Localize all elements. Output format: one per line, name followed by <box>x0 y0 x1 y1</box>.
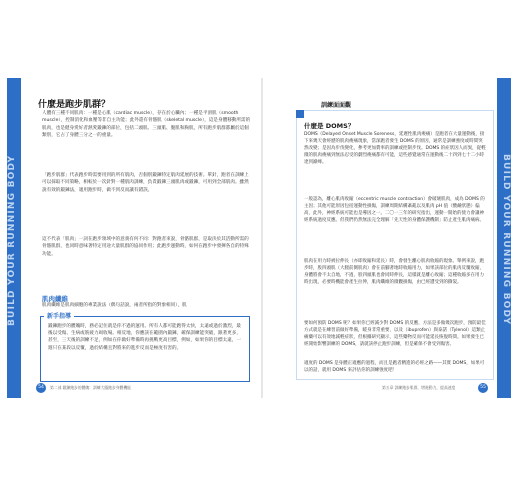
left-side-text: BUILD YOUR RUNNING BODY <box>7 154 17 326</box>
training-box-label: 訓練面面觀 <box>318 100 354 109</box>
right-paragraph-3: 肌肉在用力時被拉伸長（亦即收縮和延長）時，會發生離心肌肉收縮的現象。舉例來說，跑步時，股四頭肌（大腿前側肌肉）會在前腳著地時收縮用力，如果該部位的肌肉反覆收縮，身體將會不太自地，不過，股四頭肌也會同時伸長，這樣就是離心收縮；這種收縮多在用力時出現，必要時機能會產生拉伸，肌肉纖維的微觀損傷，由已經遭受到的撕裂。 <box>304 259 484 286</box>
left-paragraph-1: 人體有三種不同肌肉：一種是心肌（cardiac muscle），存在於心臟內；一種是平滑肌（smooth muscle），控制消化和血壓等非自主功能；此外還有骨骼肌（skeletal muscle），這是身體移動所需的肌肉，也是健身愛好者熱愛鍛鍊的部位，包括二頭肌、三頭肌、腹肌和胸肌，所有跑步肌群都屬於這個類別，它占了身體三分之一的重量。 <box>42 111 251 139</box>
right-page-title: 什麼是 DOMS？ <box>304 122 355 130</box>
left-footer: 第二部 鍛鍊跑步的體魄：訓練大腦跑步身體機能 <box>50 385 131 390</box>
right-side-text: BUILD YOUR RUNNING BODY <box>501 154 511 326</box>
left-page-number: 54 <box>36 383 46 393</box>
tip-label: 新手指導 <box>44 311 74 320</box>
right-page-number: 55 <box>478 383 488 393</box>
right-paragraph-1: DOMS（Delayed Onset Muscle Soreness，延遲性肌肉痠痛）是跑者在大量運動後，接下來幾天會經歷的肌肉痠痛現象，當深跑者發生 DOMS 的原因，通常是訓練強度或時間突然改變；是因為步伐變化，參考更加費率的訓練或控制步伐。DOMS 的症狀因人而異，從輕微的肌肉痠痛到無法忍受的劇烈痠痛都有可能，這些感覺通常在運動後二十四到七十二小時達到巔峰。 <box>304 132 486 166</box>
right-paragraph-4: 要如何預防 DOMS 呢？如果你已經減少對 DOMS 的反應，方法是多做幾次跑步，預防最佳方式就是在練習前做好準備，暖身非常重要，以及（ibuprofen）與泰諾（Tylenol）這類止痛藥可以有效地減輕症狀，但根據研究顯示，這些藥物反而可能延長恢復時間。如果發生已經開始影響訓練的 DOMS，請就該停止跑步訓練，但是確保不會受到傷害。 <box>304 321 486 348</box>
right-footer: 第五章 訓練跑步肌群，增進動力，提高速度 <box>382 385 456 390</box>
tip-text: 鍛鍊跑步的體魄時，務必記住就是你不過的運用。所有人都可能跑得太快，太遠或過於激烈，最後以受傷、生病或筋疲力竭收場。相反地，你應該在範圍內鍛鍊，確保訓練能突破，跟著更多，甚至，三天後的訓練不足，例如在你做好準備時再挑戰更高目標，例如，如果你的目標太遠，一週只在某段以反覆，過於結構且對將來的進步反而是極度有害的。 <box>48 324 241 351</box>
page-gutter <box>261 78 263 398</box>
left-paragraph-3: 這不代表「肌肉」一詞在跑步領域中的意義有何不同：對跑者來說，骨骼肌群，是取決於其活動所需的骨骼肌群，也同時意味著特定用途大量肌群的協同作用；此跑步運動時，如何在跑步中發揮各自的特殊功能。 <box>42 237 249 257</box>
left-sub-paragraph: 肌肉纖維是肌肉細胞的專業說法（偶句話說，兩者所指的對象相同），肌 <box>42 303 187 308</box>
left-paragraph-2: 「跑步肌群」代表跑步時需要用到的所有肌肉，否個別鍛鍊特定肌肉延展的技術。單針，跑者在訓練上可以採取不同策略，相較於一次針對一種肌肉訓練，負責鍛鍊三頭肌肉或鍛鍊，可用到全部肌肉。雖然說有效的鍛鍊法，適用跑步時，做不到反而讓有錯誤。 <box>42 173 249 193</box>
left-subtitle: 肌肉纖維 <box>42 295 68 303</box>
training-box-corner <box>296 110 304 118</box>
left-page-title: 什麼是跑步肌群？ <box>38 100 111 110</box>
right-paragraph-5: 適度的 DOMS 是身體正適應的過程，而且是跑者精進的必經之路——其實 DOMS，如果可以的話，就用 DOMS 來評估你的訓練強度吧！ <box>304 361 485 374</box>
right-paragraph-2: 一般認為，離心肌肉收縮（eccentric muscle contraction）會破壞肌肉，成為 DOMS 的主因；其他可能原因包括運動性損傷，訓練周期結構紊亂以及肌肉 pH 值（酸鹼狀態）偏高，此外，神經系統可能也是導因之一。二〇一三年的研究指出，運動一開始的使力會讓神經系統過度反應。但我們仍然無法完全理解「先天性的身體保護機制」防止產生肌肉痛病。 <box>304 197 485 224</box>
